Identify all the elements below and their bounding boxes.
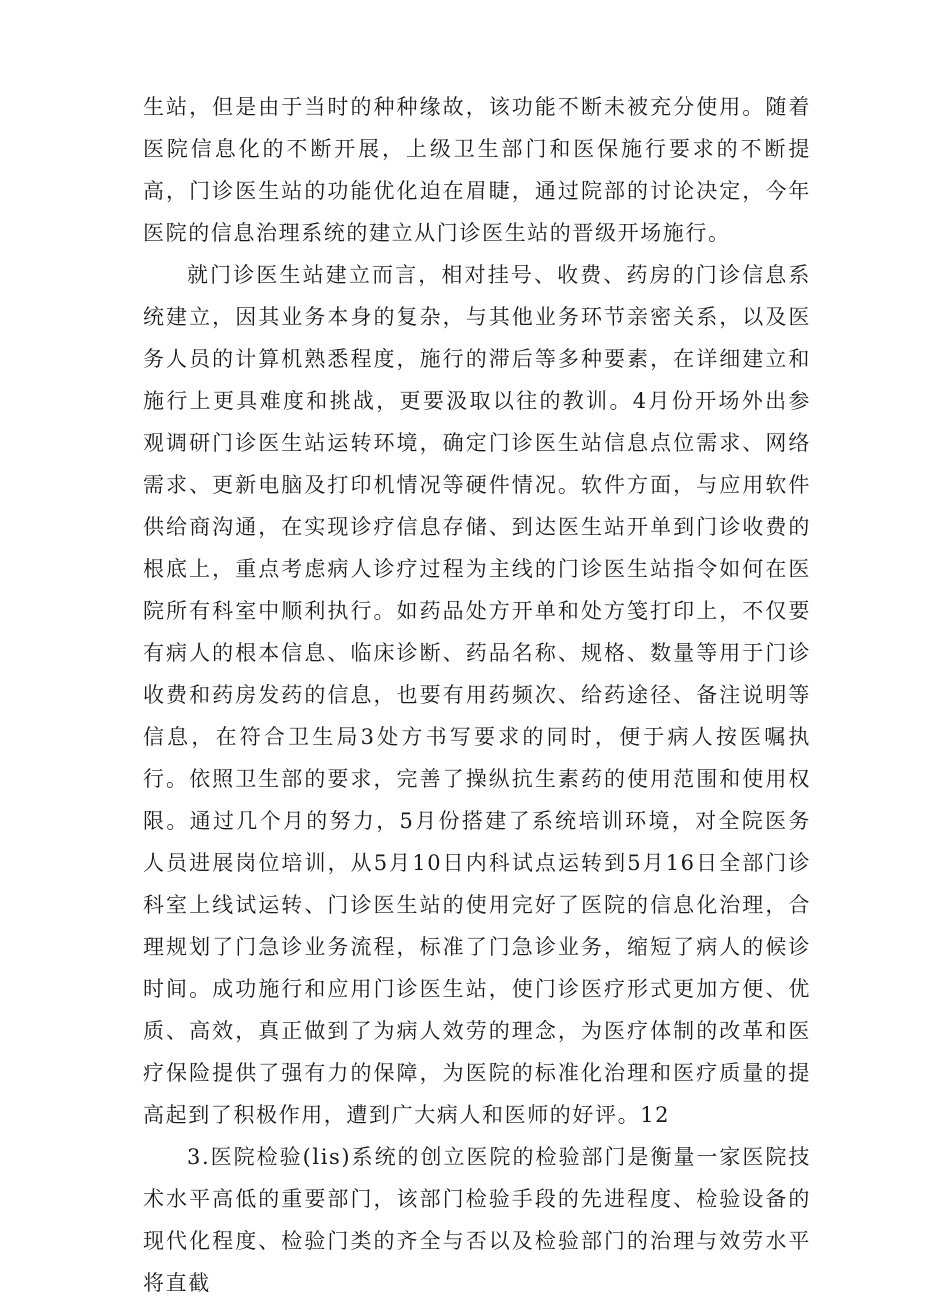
paragraph-outpatient-doctor-station: 就门诊医生站建立而言，相对挂号、收费、药房的门诊信息系统建立，因其业务本身的复杂，与其他业务环节亲密关系，以及医务人员的计算机熟悉程度，施行的滞后等多种要素，在详细建立和施行上更具难度和挑战，更要汲取以往的教训。4月份开场外出参观调研门诊医生站运转环境，确定门诊医生站信息点位需求、网络需求、更新电脑及打印机情况等硬件情况。软件方面，与应用软件供给商沟通，在实现诊疗信息存储、到达医生站开单到门诊收费的根底上，重点考虑病人诊疗过程为主线的门诊医生站指令如何在医院所有科室中顺利执行。如药品处方开单和处方笺打印上，不仅要有病人的根本信息、临床诊断、药品名称、规格、数量等用于门诊收费和药房发药的信息，也要有用药频次、给药途径、备注说明等信息，在符合卫生局3处方书写要求的同时，便于病人按医嘱执行。依照卫生部的要求，完善了操纵抗生素药的使用范围和使用权限。通过几个月的努力，5月份搭建了系统培训环境，对全院医务人员进展岗位培训，从5月10日内科试点运转到5月16日全部门诊科室上线试运转、门诊医生站的使用完好了医院的信息化治理，合理规划了门急诊业务流程，标准了门急诊业务，缩短了病人的候诊时间。成功施行和应用门诊医生站，使门诊医疗形式更加方便、优质、高效，真正做到了为病人效劳的理念，为医疗体制的改革和医疗保险提供了强有力的保障，为医院的标准化治理和医疗质量的提高起到了积极作用，遭到广大病人和医师的好评。12 <box>143 263 811 1127</box>
document-body <box>143 86 811 1304</box>
paragraph-lis-system: 3.医院检验(lis)系统的创立医院的检验部门是衡量一家医院技术水平高低的重要部门，该部门检验手段的先进程度、检验设备的现代化程度、检验门类的齐全与否以及检验部门的治理与效劳水平将直截 <box>143 1145 811 1295</box>
paragraph-continuation: 生站，但是由于当时的种种缘故，该功能不断未被充分使用。随着医院信息化的不断开展，上级卫生部门和医保施行要求的不断提高，门诊医生站的功能优化迫在眉睫，通过院部的讨论决定，今年医院的信息治理系统的建立从门诊医生站的晋级开场施行。 <box>143 95 811 245</box>
